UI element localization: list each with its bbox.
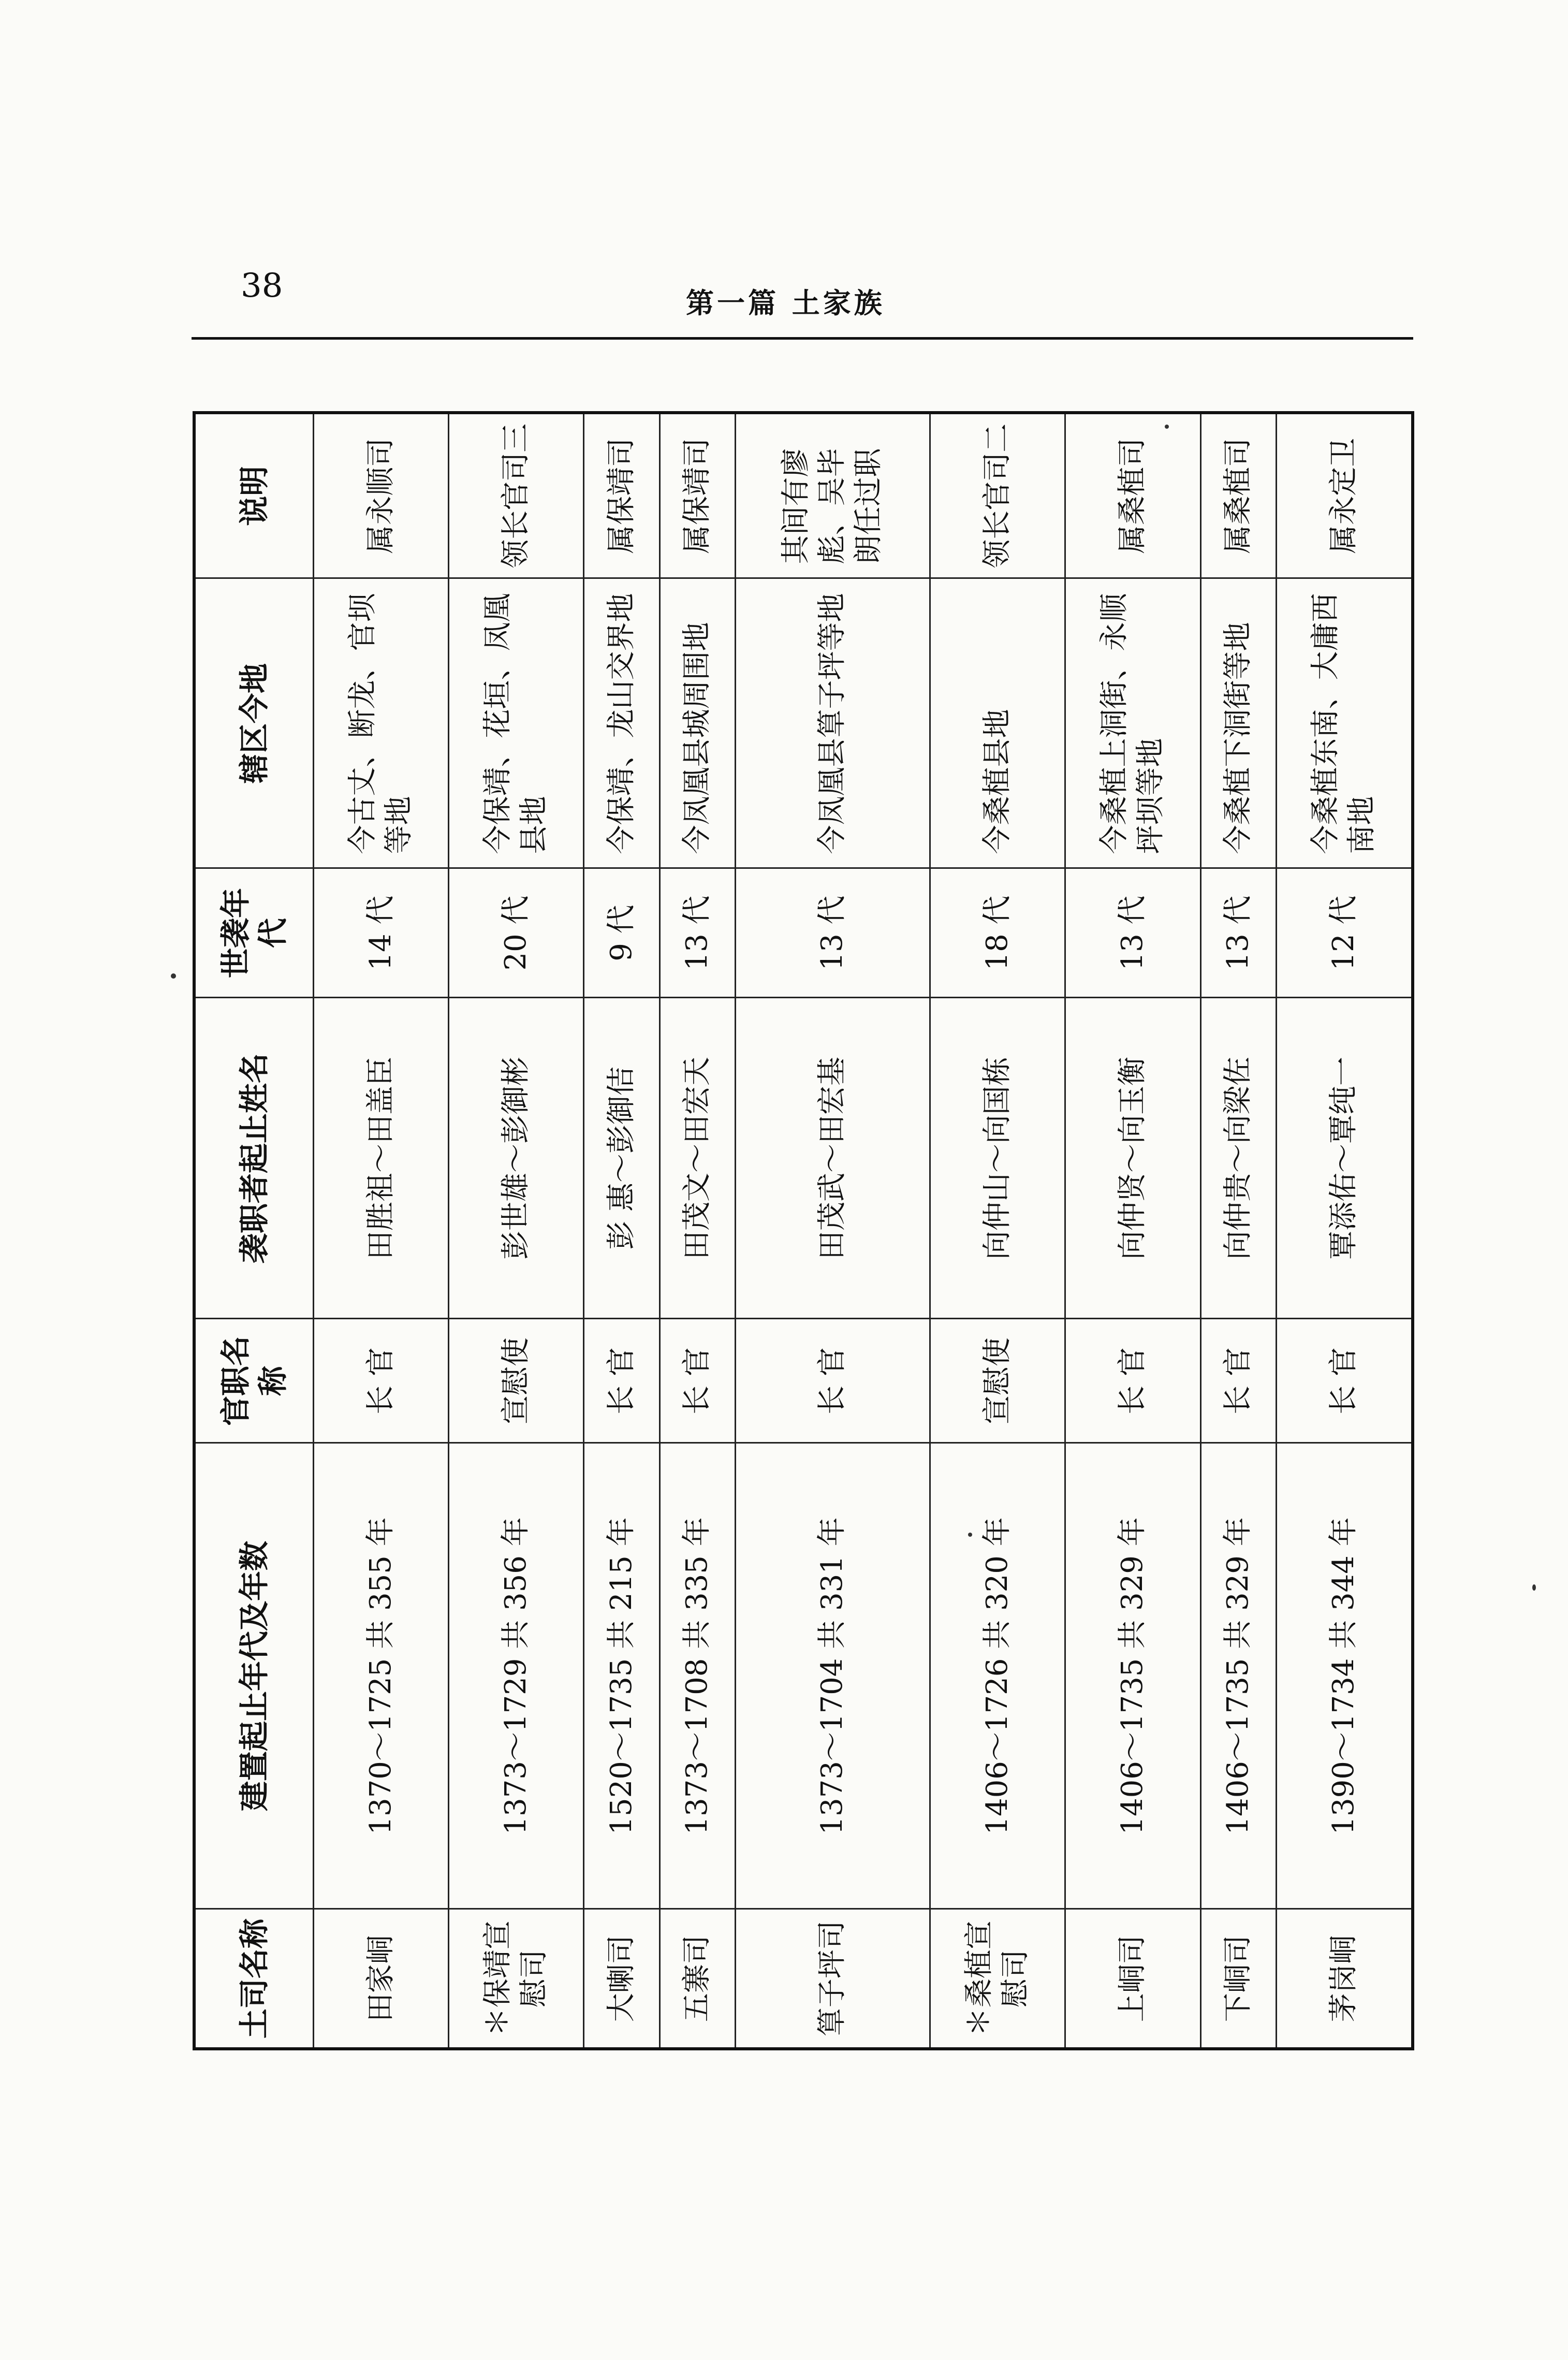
cell-holders: 田茂文～田宏天 [660,998,735,1319]
cell-office: 长 官 [1276,1319,1413,1443]
cell-note: 属永定卫 [1276,413,1413,578]
cell-office: 长 官 [584,1319,660,1443]
table-row [735,413,930,2049]
cell-generations: 20 代 [449,868,584,998]
cell-tusi-name: 五寨司 [660,1909,735,2049]
cell-generations: 18 代 [930,868,1065,998]
cell-territory: 今桑植下洞街等地 [1200,578,1276,868]
cell-tusi-name: ＊保靖宣慰司 [449,1909,584,2049]
header-cell: 说明 [194,413,314,578]
cell-territory: 今保靖、花垣、凤凰县地 [449,578,584,868]
cell-tusi-name: 田家峒 [314,1909,449,2049]
cell-note: 属桑植司 [1065,413,1200,578]
cell-territory: 今桑植上洞街、永顺坪坝等地 [1065,578,1200,868]
header-cell: 土司名称 [194,1909,314,2049]
header-cell: 袭职者起止姓名 [194,998,314,1319]
cell-office: 宣慰使 [930,1319,1065,1443]
cell-generations: 14 代 [314,868,449,998]
cell-tusi-name: 下峒司 [1200,1909,1276,2049]
cell-territory: 今桑植东南、大庸西南地 [1276,578,1413,868]
speck-mark [1532,1584,1536,1591]
cell-tusi-name: 筸子坪司 [735,1909,930,2049]
table-row [584,413,660,2049]
cell-territory: 今凤凰县筸子坪等地 [735,578,930,868]
cell-tusi-name: 上峒司 [1065,1909,1200,2049]
cell-territory: 今保靖、龙山交界地 [584,578,660,868]
cell-office: 长 官 [660,1319,735,1443]
header-cell: 世袭年代 [194,868,314,998]
cell-generations: 12 代 [1276,868,1413,998]
page-header [192,261,1413,344]
cell-tusi-name: ＊桑植宣慰司 [930,1909,1065,2049]
cell-years: 1373～1708 共 335 年 [660,1443,735,1909]
table-row [314,413,449,2049]
cell-generations: 13 代 [735,868,930,998]
cell-years: 1406～1735 共 329 年 [1200,1443,1276,1909]
cell-tusi-name: 大喇司 [584,1909,660,2049]
rotated-table-wrapper [193,414,1414,2050]
cell-holders: 彭世雄～彭御彬 [449,998,584,1319]
page-number: 38 [241,267,283,305]
cell-office: 宣慰使 [449,1319,584,1443]
cell-years: 1373～1729 共 356 年 [449,1443,584,1909]
cell-years: 1370～1725 共 355 年 [314,1443,449,1909]
cell-note: 属永顺司 [314,413,449,578]
cell-years: 1406～1726 共 320 年 [930,1443,1065,1909]
cell-territory: 今凤凰县城周围地 [660,578,735,868]
cell-note: 属桑植司 [1200,413,1276,578]
table-row [930,413,1065,2049]
cell-generations: 13 代 [1065,868,1200,998]
cell-holders: 田茂武～田宏基 [735,998,930,1319]
table-row [449,413,584,2049]
cell-years: 1406～1735 共 329 年 [1065,1443,1200,1909]
cell-tusi-name: 茅岗峒 [1276,1909,1413,2049]
cell-office: 长 官 [314,1319,449,1443]
cell-holders: 彭 惠～彭御佶 [584,998,660,1319]
cell-holders: 向仲山～向国栋 [930,998,1065,1319]
cell-years: 1373～1704 共 331 年 [735,1443,930,1909]
table-row [1276,413,1413,2049]
header-cell: 官职名称 [194,1319,314,1443]
speck-mark [171,973,176,979]
cell-office: 长 官 [735,1319,930,1443]
cell-years: 1520～1735 共 215 年 [584,1443,660,1909]
table-row [1065,413,1200,2049]
cell-holders: 覃添佑～覃纯一 [1276,998,1413,1319]
cell-note: 领长官司二 [930,413,1065,578]
header-cell: 建置起止年代及年数 [194,1443,314,1909]
running-header-title: 第一篇 土家族 [686,286,885,319]
cell-holders: 田胜祖～田盖臣 [314,998,449,1319]
cell-territory: 今古丈、断龙、官坝等地 [314,578,449,868]
cell-note: 属保靖司 [584,413,660,578]
header-cell: 辖区今地 [194,578,314,868]
table-row [660,413,735,2049]
tusi-table [193,411,1414,2050]
cell-territory: 今桑植县地 [930,578,1065,868]
cell-years: 1390～1734 共 344 年 [1276,1443,1413,1909]
cell-note: 领长官司三 [449,413,584,578]
cell-generations: 13 代 [660,868,735,998]
cell-generations: 13 代 [1200,868,1276,998]
cell-generations: 9 代 [584,868,660,998]
cell-office: 长 官 [1065,1319,1200,1443]
cell-note: 其间有廖彪、吴毕朗任过职 [735,413,930,578]
header-rule [192,337,1413,340]
table-header-row [194,413,314,2049]
cell-holders: 向仲贤～向玉衡 [1065,998,1200,1319]
cell-office: 长 官 [1200,1319,1276,1443]
table-row [1200,413,1276,2049]
cell-note: 属保靖司 [660,413,735,578]
cell-holders: 向仲贵～向梁佐 [1200,998,1276,1319]
